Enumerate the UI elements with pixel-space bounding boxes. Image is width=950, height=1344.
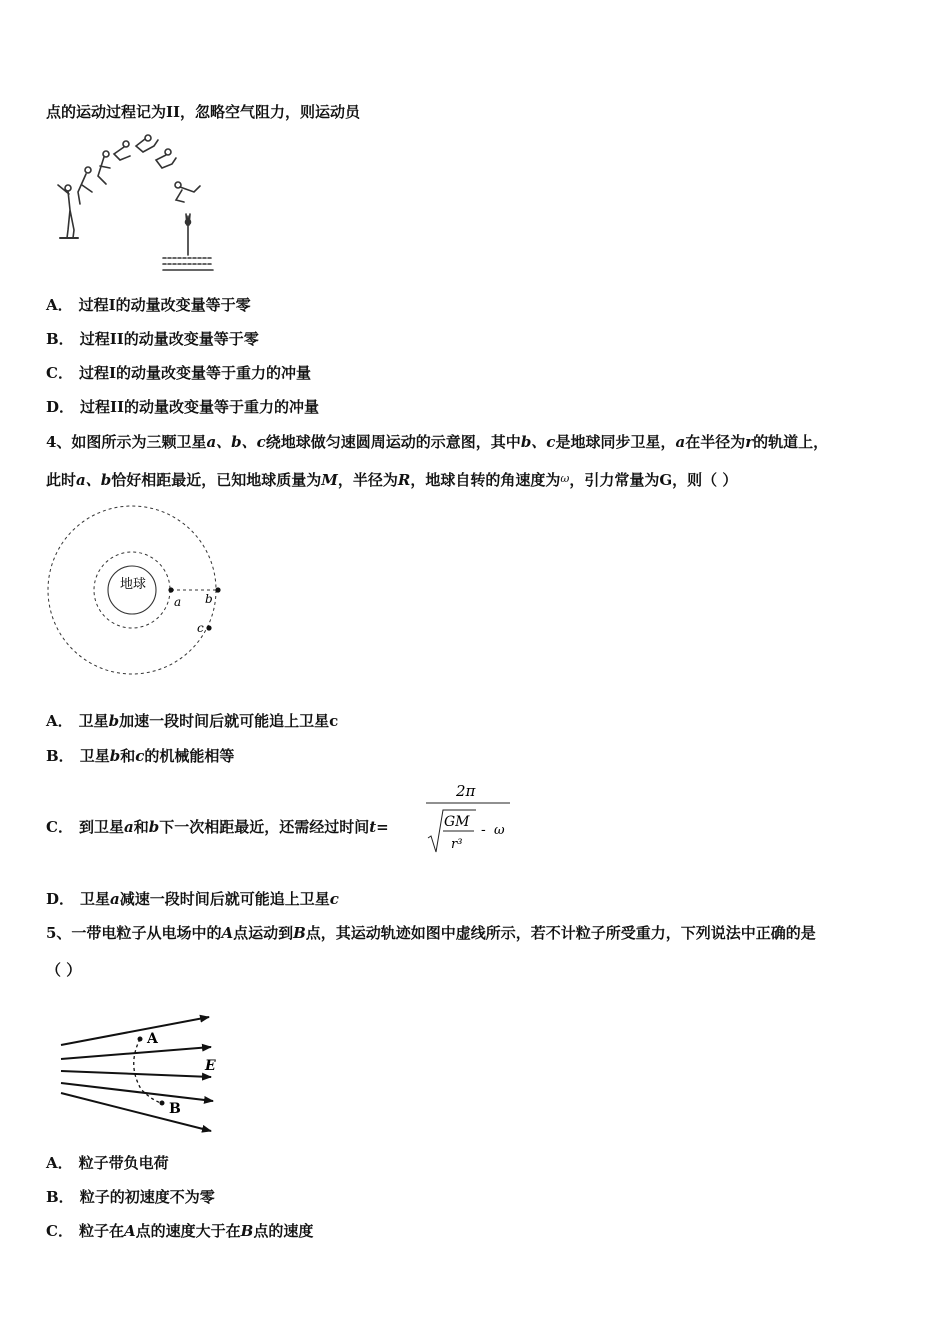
label-point-a: A xyxy=(147,1031,158,1047)
formula-root-num: GM xyxy=(444,814,470,830)
electric-field-figure xyxy=(55,1003,230,1138)
point-a-dot xyxy=(138,1037,143,1042)
q5-stem-line1: 5、一带电粒子从电场中的A点运动到B点，其运动轨迹如图中虚线所示，若不计粒子所受重力，下列说法中正确的是 xyxy=(46,924,816,942)
label-field-e: E xyxy=(205,1058,216,1074)
q5-option-c: C． 粒子在A点的速度大于在B点的速度 xyxy=(46,1222,314,1240)
q5-option-b: B． 粒子的初速度不为零 xyxy=(46,1188,215,1206)
q4-option-d: D． 卫星a减速一段时间后就可能追上卫星c xyxy=(46,890,339,908)
field-line-2 xyxy=(61,1047,211,1059)
label-point-b: B xyxy=(169,1101,181,1117)
diver-figure xyxy=(48,130,223,275)
q3-option-c: C． 过程I的动量改变量等于重力的冲量 xyxy=(46,364,311,382)
satellite-b xyxy=(215,587,220,592)
point-b-dot xyxy=(160,1101,165,1106)
q3-option-d: D． 过程II的动量改变量等于重力的冲量 xyxy=(46,398,320,416)
formula-root-den: r³ xyxy=(451,837,463,852)
earth-label: 地球 xyxy=(120,577,147,592)
satellite-c xyxy=(206,625,211,630)
q4-option-a: A． 卫星b加速一段时间后就可能追上卫星c xyxy=(46,712,339,730)
period-formula xyxy=(424,776,519,858)
formula-numerator: 2π xyxy=(456,782,476,800)
formula-omega: ω xyxy=(494,823,505,838)
q4-option-b: B． 卫星b和c的机械能相等 xyxy=(46,747,235,765)
formula-minus: - xyxy=(481,822,486,838)
label-a: a xyxy=(174,595,182,609)
q3-option-b: B． 过程II的动量改变量等于零 xyxy=(46,330,259,348)
label-b: b xyxy=(205,592,213,606)
label-c: c xyxy=(197,621,204,635)
orbit-figure xyxy=(48,502,238,682)
q3-option-a: A． 过程I的动量改变量等于零 xyxy=(46,296,251,314)
q4-stem-line1: 4、如图所示为三颗卫星a、b、c绕地球做匀速圆周运动的示意图，其中b、c是地球同步卫星，a在半径为r的轨道上， xyxy=(46,433,829,451)
satellite-a xyxy=(168,587,173,592)
intro-line: 点的运动过程记为II，忽略空气阻力，则运动员 xyxy=(46,103,361,121)
q4-stem-line2: 此时a、b恰好相距最近，已知地球质量为M，半径为R，地球自转的角速度为$^\omega$，引力常量为G，则（ ） xyxy=(46,471,738,489)
q5-stem-line2: （ ） xyxy=(46,961,82,979)
field-line-1 xyxy=(61,1017,209,1045)
q5-option-a: A． 粒子带负电荷 xyxy=(46,1154,169,1172)
q4-option-c: C． 到卫星a和b下一次相距最近，还需经过时间t= xyxy=(46,818,389,836)
